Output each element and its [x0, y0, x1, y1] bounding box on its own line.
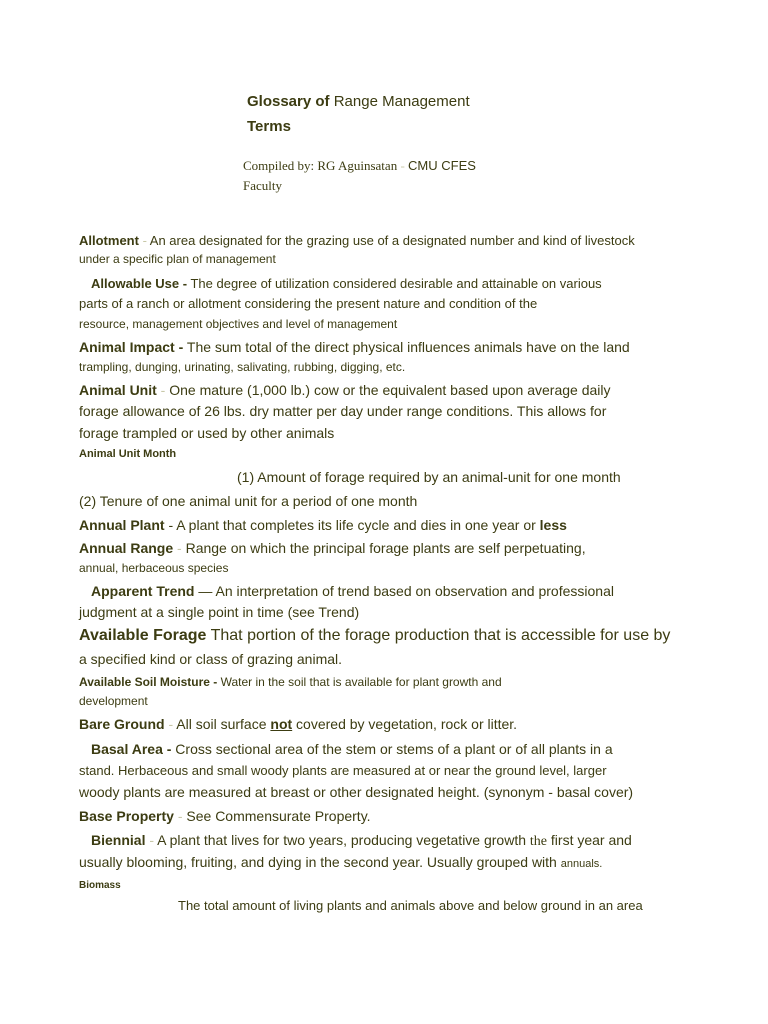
title-rest: Range Management: [333, 93, 470, 110]
entry-animal-unit-line3: forage trampled or used by other animals: [79, 425, 335, 441]
entry-basal-area-line3: woody plants are measured at breast or other designated height. (synonym - basal cover): [79, 784, 634, 800]
term-animal-impact: Animal Impact -: [79, 339, 184, 355]
entry-apparent-trend-line1: Apparent Trend — An interpretation of trend based on observation and professional: [91, 583, 614, 599]
term-allowable-use: Allowable Use -: [91, 276, 188, 291]
term-allotment: Allotment: [79, 233, 139, 248]
entry-animal-unit-month-line1: (1) Amount of forage required by an animal-unit for one month: [237, 469, 621, 485]
term-base-property: Base Property: [79, 808, 174, 824]
entry-annual-plant-line1: Annual Plant - A plant that completes its life cycle and dies in one year or less: [79, 517, 567, 533]
entry-animal-impact-line1: Animal Impact - The sum total of the direct physical influences animals have on the land: [79, 339, 630, 355]
entry-biomass-line1: The total amount of living plants and animals above and below ground in an area: [178, 898, 643, 913]
compiled-name: RG Aguinsatan: [317, 158, 398, 173]
document-title: [247, 93, 470, 110]
entry-available-soil-moisture-line1: Available Soil Moisture - Water in the soil that is available for plant growth and: [79, 675, 502, 689]
entry-annual-range-line2: annual, herbaceous species: [79, 561, 229, 575]
entry-animal-impact-line2: trampling, dunging, urinating, salivating, rubbing, digging, etc.: [79, 360, 406, 374]
compiled-by: Compiled by: RG Aguinsatan - CMU CFES: [243, 158, 476, 173]
term-available-forage: Available Forage: [79, 627, 207, 644]
compiled-org: CMU CFES: [408, 158, 476, 173]
compiled-faculty: Faculty: [243, 178, 282, 193]
entry-allowable-use-line1: Allowable Use - The degree of utilization considered desirable and attainable on various: [91, 276, 602, 291]
term-bare-ground: Bare Ground: [79, 716, 165, 732]
term-biennial: Biennial: [91, 832, 146, 848]
entry-basal-area-line1: Basal Area - Cross sectional area of the stem or stems of a plant or of all plants in a: [91, 741, 613, 757]
entry-bare-ground-line1: Bare Ground - All soil surface not covered by vegetation, rock or litter.: [79, 716, 518, 732]
entry-base-property-line1: Base Property - See Commensurate Property.: [79, 808, 371, 824]
entry-biennial-line1: Biennial - A plant that lives for two years, producing vegetative growth the first year and: [91, 832, 632, 849]
compiled-prefix: Compiled by:: [243, 158, 315, 173]
term-apparent-trend: Apparent Trend: [91, 583, 195, 599]
entry-available-soil-moisture-line2: development: [79, 694, 148, 708]
term-animal-unit-month: Animal Unit Month: [79, 448, 177, 460]
entry-biennial-line2: usually blooming, fruiting, and dying in the second year. Usually grouped with annuals.: [79, 854, 603, 870]
entry-animal-unit-line1: Animal Unit - One mature (1,000 lb.) cow or the equivalent based upon average daily: [79, 382, 611, 398]
term-biomass: Biomass: [79, 880, 121, 891]
term-annual-plant: Annual Plant: [79, 517, 165, 533]
entry-available-forage-line1: Available Forage That portion of the forage production that is accessible for use by: [79, 627, 671, 644]
entry-allowable-use-line3: resource, management objectives and level of management: [79, 317, 398, 331]
entry-annual-range-line1: Annual Range - Range on which the principal forage plants are self perpetuating,: [79, 540, 586, 556]
entry-animal-unit-line2: forage allowance of 26 lbs. dry matter per day under range conditions. This allows for: [79, 403, 607, 419]
entry-available-forage-line2: a specified kind or class of grazing animal.: [79, 651, 343, 667]
entry-allotment-line1: Allotment - An area designated for the grazing use of a designated number and kind of livestock: [79, 233, 635, 248]
term-basal-area: Basal Area -: [91, 741, 172, 757]
term-available-soil-moisture: Available Soil Moisture -: [79, 675, 218, 689]
term-animal-unit: Animal Unit: [79, 382, 157, 398]
title-bold: Glossary of: [247, 93, 330, 110]
document-title-line2: Terms: [247, 118, 291, 135]
entry-apparent-trend-line2: judgment at a single point in time (see Trend): [79, 604, 360, 620]
entry-allotment-line2: under a specific plan of management: [79, 252, 276, 266]
entry-basal-area-line2: stand. Herbaceous and small woody plants are measured at or near the ground level, larger: [79, 763, 607, 778]
term-annual-range: Annual Range: [79, 540, 174, 556]
entry-allowable-use-line2: parts of a ranch or allotment considering the present nature and condition of the: [79, 296, 538, 311]
entry-animal-unit-month-line2: (2) Tenure of one animal unit for a period of one month: [79, 493, 418, 509]
